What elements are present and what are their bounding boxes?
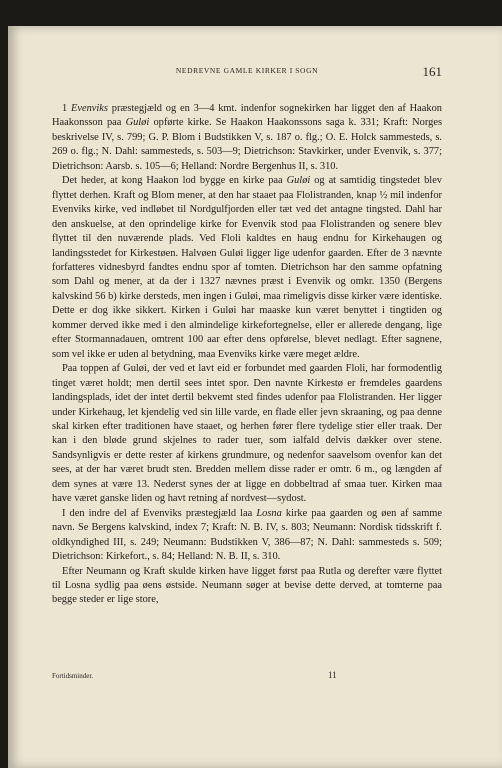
signature-number: 11 bbox=[328, 670, 337, 680]
footer-signature: Fortidsminder. bbox=[52, 672, 94, 680]
body-text bbox=[52, 102, 442, 608]
paragraph: I den indre del af Evenviks præstegjæld laa Losna kirke paa gaarden og øen af samme navn. Se Bergens kalvskind, index 7; Kraft: N. B. IV, s. 803; Neumann: Nordisk tidsskrift f. oldkyndighed III, s. 249; Neumann: Budstikken V, 386—87; N. Dahl: sammesteds s. 509; Dietrichson: Kirkefort., s. 84; Helland: N. B. II, s. 310. bbox=[52, 507, 442, 563]
paragraph: Paa toppen af Guløi, der ved et lavt eid er forbundet med gaarden Floli, har formodentlig tinget været holdt; men dertil sees intet spor. Den navnte Kirkestø er fremdeles gaardens landingsplads, idet der intet dertil bekvemt sted findes udenfor paa Flolistranden. Her ligger under Kirkehaug, let kjendelig ved sin lille varde, en flade eller jevn skraaning, og paa denne skal kirken efter traditionen have staaet, og herhen fører flere tydelige stier eller traak. Der kan i den bløde grund skjelnes to rader tuer, som ialfald delvis dækker over stene. Sandsynligvis er dette rester af kirkens grundmure, og nedenfor saavelsom ovenfor kan det sees, at der har været brudt sten. Bredden mellem disse rader er omtr. 6 m., og længden af dem synes at være 13. Nederst synes der at ligge en dobbeltrad af smaa tuer. Kirken maa have været ganske liden og havt retning af nordvest—sydost. bbox=[52, 363, 442, 505]
paragraph: 1 Evenviks præstegjæld og en 3—4 kmt. indenfor sognekirken har ligget den af Haakon Haakonsson paa Guløi opførte kirke. Se Haakon Haakonssons saga k. 331; Kraft: Norges beskrivelse IV, s. 799; G. P. Blom i Budstikken V, s. 187 o. flg.; O. E. Holck sammesteds, s. 269 o. flg.; N. Dahl: sammesteds, s. 503—9; Dietrichson: Stavkirker, under Evenvik, s. 377; Dietrichson: Aarsb. s. 105—6; Helland: Nordre Bergenhus II, s. 310. bbox=[52, 103, 443, 172]
page-number: 161 bbox=[422, 64, 442, 79]
page-header bbox=[52, 66, 442, 80]
paragraph: Det heder, at kong Haakon lod bygge en kirke paa Guløi og at samtidig tingstedet blev flyttet derhen. Kraft og Blom mener, at den har staaet paa Flolistranden, knap ½ mil indenfor Evenviks kirke, ved indløbet til Nordgulfjorden eller tæt ved det antagne tingsted. Dahl har den anskuelse, at den oprindelige kirke for Evenvik stod paa Flolistranden og senere blev flyttet til den nuværende plads. Ved Floli kaldtes en haug endnu for Kirkehaugen og landingsstedet for Kirkestøen. Halvøen Guløi ligger lige udenfor gaarden. Efter de 3 nævnte forfatteres vidnesbyrd fandtes endnu spor af tomten. Dietrichson har den samme opfatning som Dahl og mener, at da der i 1327 nævnes præst i Evenvik og omkr. 1350 (Bergens kalvskind 56 b) kirke dersteds, men ingen i Guløi, maa rimeligvis disse kirker være identiske. Dette er dog ikke sikkert. Kirken i Guløi har maaske kun været benyttet i tingtiden og kommer derved ikke med i den almindelige kirkefortegnelse, eller er allerede dengang, lige efter Stormannadauen, omtrent 100 aar efter dens opførelse, blevet nedlagt. Efter sagnene, som vel ikke er uden al betydning, maa Evenviks kirke være meget ældre. bbox=[52, 175, 442, 360]
running-head: NEDREVNE GAMLE KIRKER I SOGN bbox=[175, 66, 319, 75]
paragraph: Efter Neumann og Kraft skulde kirken have ligget først paa Rutla og derefter være flyttet til Losna sydlig paa øens østside. Neumann søger at bevise dette derved, at tomterne paa begge steder er lige store, bbox=[52, 565, 442, 606]
